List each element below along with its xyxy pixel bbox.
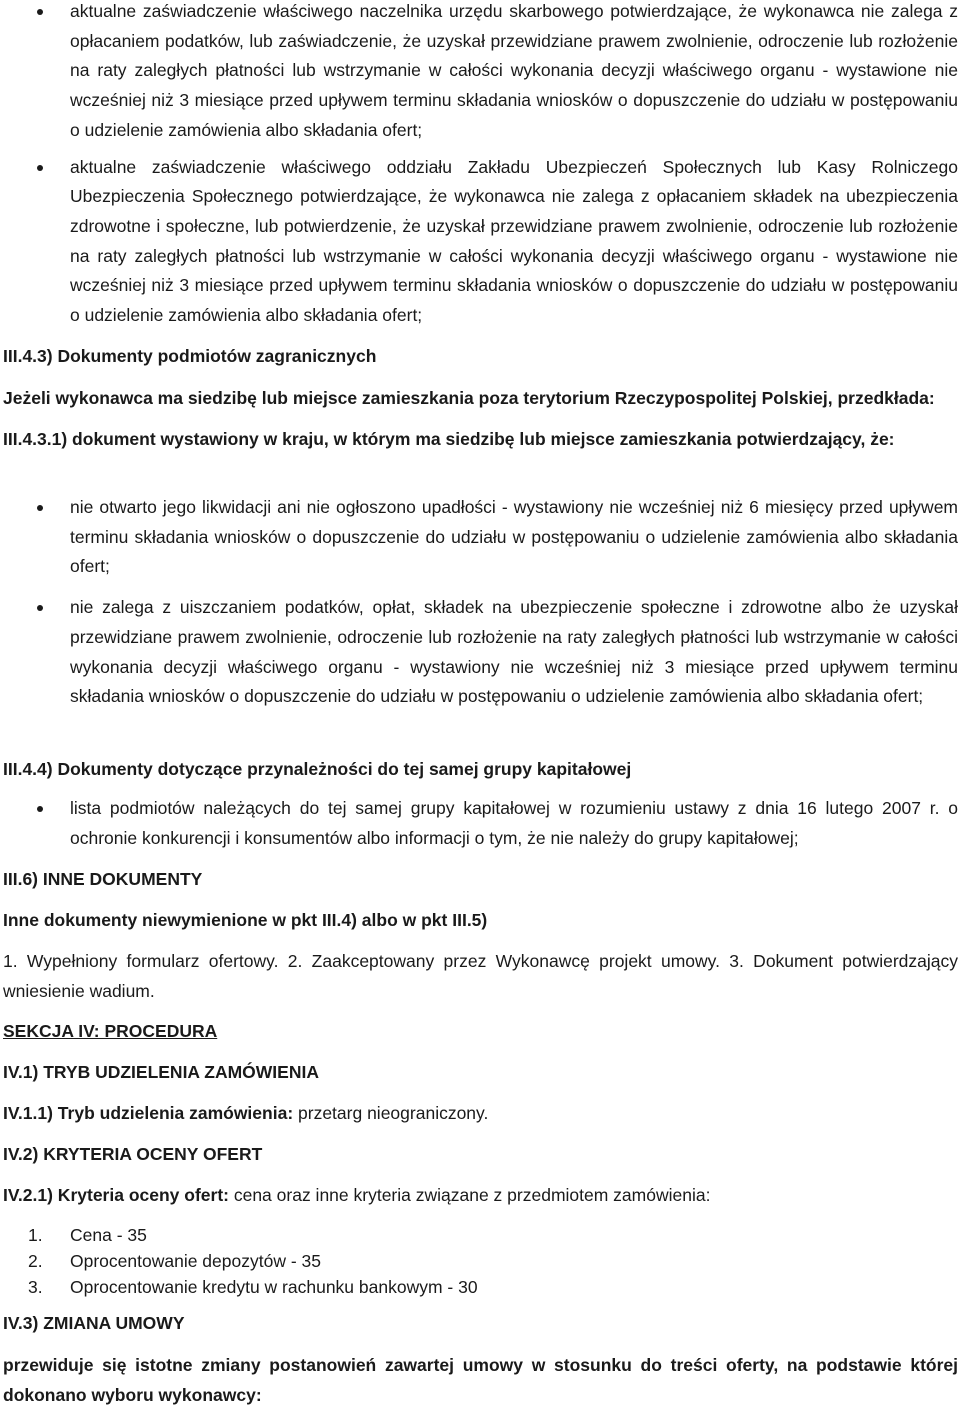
list-item bbox=[0, 1274, 960, 1300]
list-item-number: 1. bbox=[28, 1225, 43, 1245]
paragraph-iv-2-1 bbox=[3, 1180, 958, 1210]
label-iv-2-1: IV.2.1) Kryteria oceny ofert: bbox=[3, 1185, 229, 1205]
list-item-number: 3. bbox=[28, 1277, 43, 1297]
paragraph-contract-changes: przewiduje się istotne zmiany postanowień zawartej umowy w stosunku do treści oferty, na podstawie której dokonano wyboru wykonawcy: bbox=[3, 1355, 958, 1405]
list-item bbox=[0, 1222, 960, 1248]
bullet-list-capital-group bbox=[0, 794, 960, 853]
bullet-icon bbox=[37, 9, 43, 15]
list-item-number: 2. bbox=[28, 1251, 43, 1271]
list-item bbox=[0, 153, 960, 331]
heading-iii-6-subtitle: Inne dokumenty niewymienione w pkt III.4) albo w pkt III.5) bbox=[3, 910, 488, 930]
bullet-icon bbox=[37, 605, 43, 611]
paragraph-other-documents: 1. Wypełniony formularz ofertowy. 2. Zaakceptowany przez Wykonawcę projekt umowy. 3. Dokument potwierdzający wniesienie wadium. bbox=[3, 951, 958, 1001]
bullet-icon bbox=[37, 165, 43, 171]
bullet-icon bbox=[37, 806, 43, 812]
list-item-text: nie otwarto jego likwidacji ani nie ogłoszono upadłości - wystawiony nie wcześniej niż 6 miesięcy przed upływem terminu składania wniosków o dopuszczenie do udziału w postępowaniu o udzielenie zamówienia albo składania ofert; bbox=[70, 497, 958, 577]
list-item-text: aktualne zaświadczenie właściwego naczelnika urzędu skarbowego potwierdzające, że wykonawca nie zalega z opłacaniem podatków, lub zaświadczenie, że uzyskał przewidziane prawem zwolnienie, odroczenie lub rozłożenie na raty zaległych płatności lub wstrzymanie w całości wykonania decyzji właściwego organu - wystawione nie wcześniej niż 3 miesiące przed upływem terminu składania wniosków o dopuszczenie do udziału w postępowaniu o udzielenie zamówienia albo składania ofert; bbox=[70, 1, 958, 140]
criteria-list bbox=[0, 1222, 960, 1300]
list-item bbox=[0, 1248, 960, 1274]
heading-iii-4-3: III.4.3) Dokumenty podmiotów zagranicznych bbox=[3, 346, 377, 366]
label-iv-1-1: IV.1.1) Tryb udzielenia zamówienia: bbox=[3, 1103, 294, 1123]
bullet-icon bbox=[37, 505, 43, 511]
heading-iv-2: IV.2) KRYTERIA OCENY OFERT bbox=[3, 1144, 263, 1164]
list-item-text: Oprocentowanie depozytów - 35 bbox=[70, 1251, 321, 1271]
heading-iv-3: IV.3) ZMIANA UMOWY bbox=[3, 1313, 185, 1333]
bullet-list-tax-certificates bbox=[0, 0, 960, 331]
heading-iii-4-3-1: III.4.3.1) dokument wystawiony w kraju, w którym ma siedzibę lub miejsce zamieszkania potwierdzający, że: bbox=[3, 429, 895, 449]
list-item bbox=[0, 593, 960, 712]
list-item-text: aktualne zaświadczenie właściwego oddziału Zakładu Ubezpieczeń Społecznych lub Kasy Rolniczego Ubezpieczenia Społecznego potwierdzające, że wykonawca nie zalega z opłacaniem składek na ubezpieczenia zdrowotne i społeczne, lub potwierdzenie, że uzyskał przewidziane prawem zwolnienie, odroczenie lub rozłożenie na raty zaległych płatności lub wstrzymanie w całości wykonania decyzji właściwego organu - wystawione nie wcześniej niż 3 miesiące przed upływem terminu składania wniosków o dopuszczenie do udziału w postępowaniu o udzielenie zamówienia albo składania ofert; bbox=[70, 156, 958, 326]
heading-iii-6: III.6) INNE DOKUMENTY bbox=[3, 869, 203, 889]
bullet-list-foreign-documents bbox=[0, 493, 960, 712]
list-item-text: Cena - 35 bbox=[70, 1225, 147, 1245]
list-item bbox=[0, 794, 960, 853]
list-item bbox=[0, 493, 960, 582]
value-iv-1-1: przetarg nieograniczony. bbox=[293, 1103, 489, 1123]
paragraph-foreign-entities: Jeżeli wykonawca ma siedzibę lub miejsce zamieszkania poza terytorium Rzeczypospolitej Polskiej, przedkłada: bbox=[3, 388, 935, 408]
value-iv-2-1: cena oraz inne kryteria związane z przedmiotem zamówienia: bbox=[228, 1185, 711, 1205]
paragraph-iv-1-1 bbox=[3, 1098, 958, 1128]
heading-iv-1: IV.1) TRYB UDZIELENIA ZAMÓWIENIA bbox=[3, 1062, 319, 1082]
list-item-text: nie zalega z uiszczaniem podatków, opłat, składek na ubezpieczenie społeczne i zdrowotne albo że uzyskał przewidziane prawem zwolnienie, odroczenie lub rozłożenie na raty zaległych płatności lub wstrzymanie w całości wykonania decyzji właściwego organu - wystawiony nie wcześniej niż 3 miesiące przed upływem terminu składania wniosków o dopuszczenie do udziału w postępowaniu o udzielenie zamówienia albo składania ofert; bbox=[70, 597, 958, 707]
list-item-text: lista podmiotów należących do tej samej grupy kapitałowej w rozumieniu ustawy z dnia 16 lutego 2007 r. o ochronie konkurencji i konsumentów albo informacji o tym, że nie należy do grupy kapitałowej; bbox=[70, 798, 958, 848]
list-item-text: Oprocentowanie kredytu w rachunku bankowym - 30 bbox=[70, 1277, 478, 1297]
list-item bbox=[0, 0, 960, 146]
section-title-procedure: SEKCJA IV: PROCEDURA bbox=[3, 1021, 218, 1041]
heading-iii-4-4: III.4.4) Dokumenty dotyczące przynależności do tej samej grupy kapitałowej bbox=[3, 759, 632, 779]
